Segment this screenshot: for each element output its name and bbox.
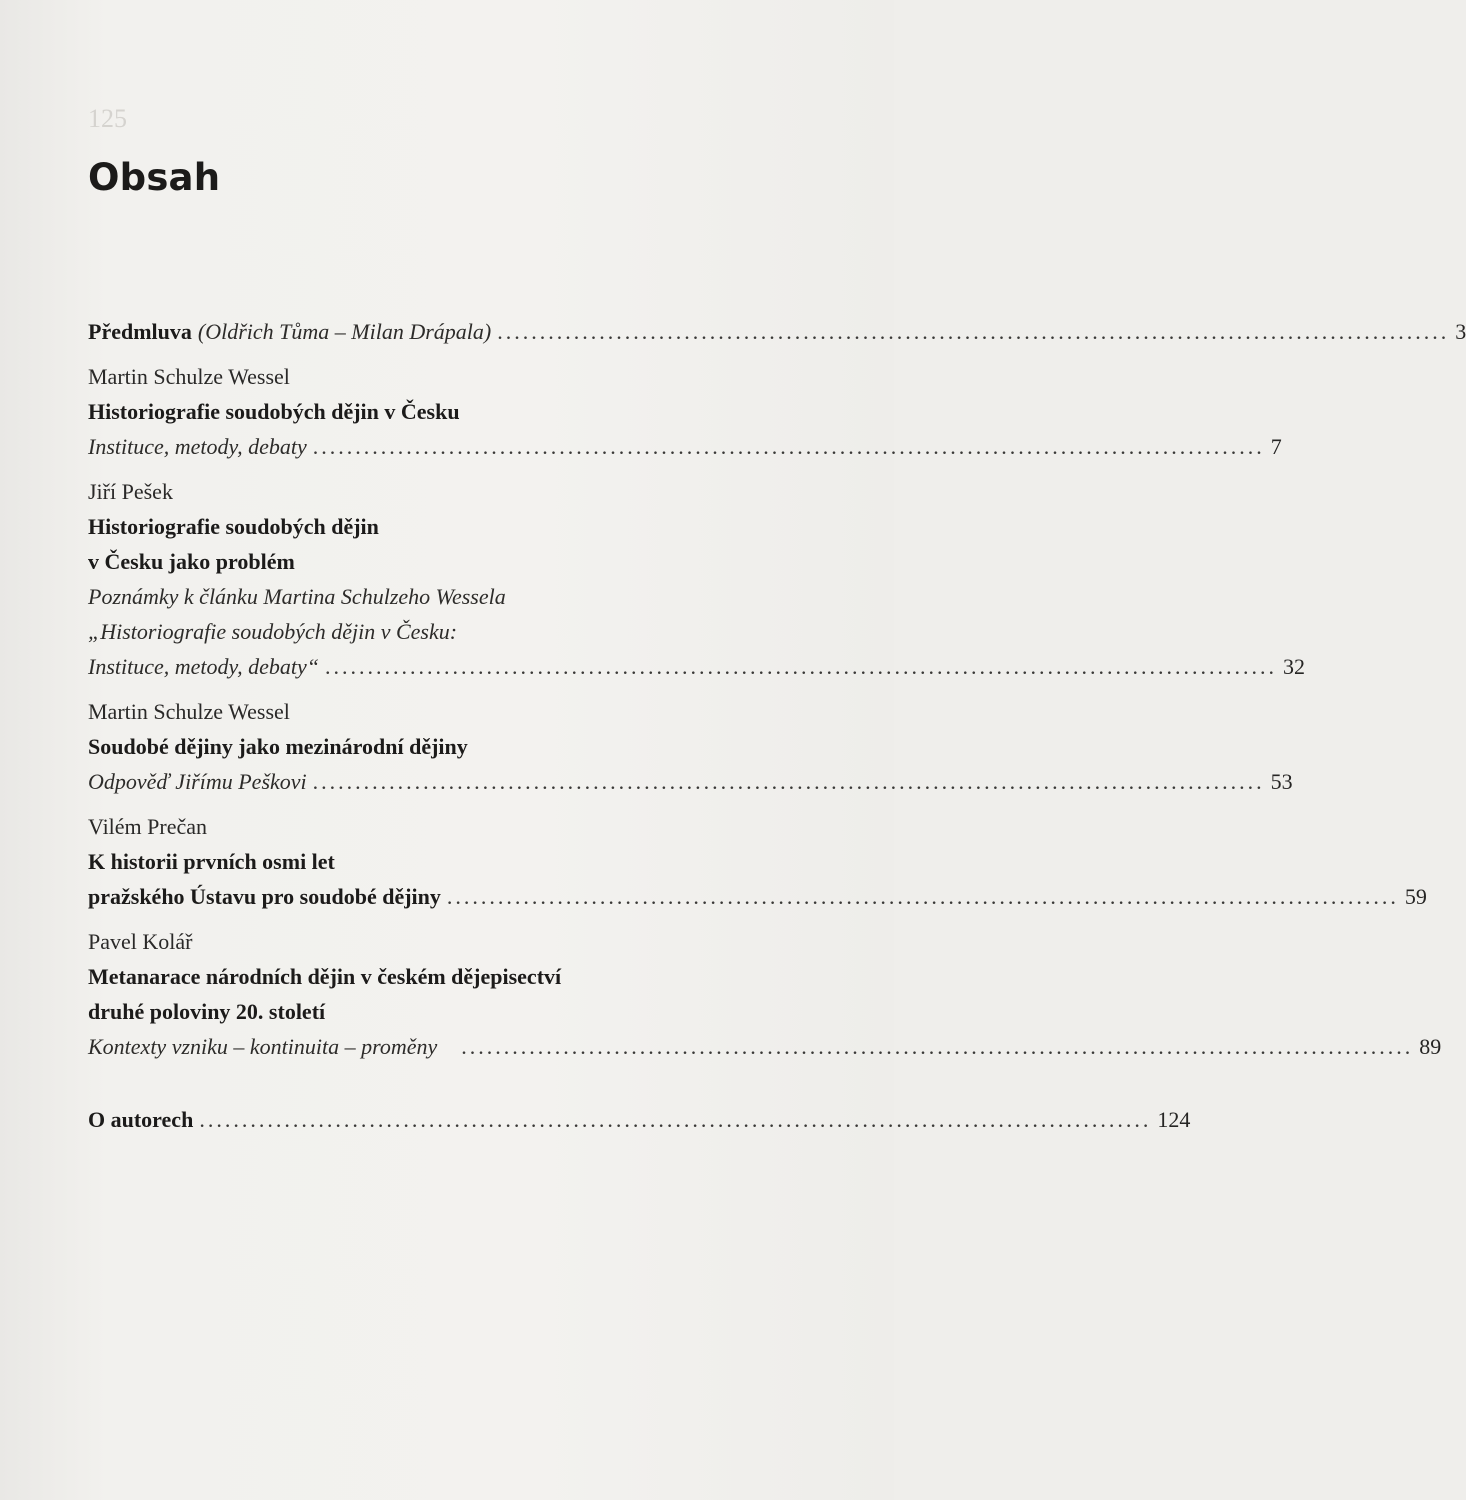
toc-entry-precan[interactable] — [88, 809, 1427, 914]
dot-leader: ................................................................................................................ — [446, 884, 1399, 909]
entry-title-line-2: pražského Ústavu pro soudobé dějiny — [88, 884, 441, 909]
entry-page: 3 — [1455, 319, 1466, 344]
entry-title-line-2: druhé poloviny 20. století — [88, 999, 326, 1024]
toc-entry-schulze-wessel-1[interactable] — [88, 359, 1282, 464]
entry-subtitle-line-2: „Historiografie soudobých dějin v Česku: — [88, 619, 458, 644]
dot-leader: ................................................................................................................ — [312, 434, 1265, 459]
entry-subtitle-line-3: Instituce, metody, debaty“ — [88, 654, 319, 679]
dot-leader: ................................................................................................................ — [312, 769, 1265, 794]
entry-page: 53 — [1270, 769, 1293, 794]
entry-page: 7 — [1270, 434, 1282, 459]
page-number: 125 — [88, 104, 127, 133]
toc-entry-about-authors[interactable] — [88, 1102, 1191, 1137]
entry-title: Historiografie soudobých dějin v Česku — [88, 399, 460, 424]
entry-title-line-1: K historii prvních osmi let — [88, 849, 335, 874]
toc-entry-schulze-wessel-2[interactable] — [88, 694, 1293, 799]
dot-leader: ................................................................................................................ — [497, 319, 1450, 344]
entry-title: Předmluva — [88, 319, 192, 344]
page-title: Obsah — [88, 156, 221, 199]
entry-subtitle: Odpověď Jiřímu Peškovi — [88, 769, 307, 794]
entry-author: Vilém Prečan — [88, 814, 208, 839]
entry-subtitle: Kontexty vzniku – kontinuita – proměny — [88, 1034, 438, 1059]
entry-editors: (Oldřich Tůma – Milan Drápala) — [197, 319, 492, 344]
dot-leader: ................................................................................................................ — [324, 654, 1277, 679]
entry-subtitle-line-1: Poznámky k článku Martina Schulzeho Wessela — [88, 584, 506, 609]
entry-page: 32 — [1282, 654, 1305, 679]
entry-author: Jiří Pešek — [88, 479, 173, 504]
dot-leader: ................................................................................................................ — [461, 1034, 1414, 1059]
toc-entry-preface[interactable] — [88, 314, 1466, 349]
entry-author: Martin Schulze Wessel — [88, 699, 290, 724]
entry-title-line-1: Metanarace národních dějin v českém dějepisectví — [88, 964, 562, 989]
dot-leader: ................................................................................................................ — [199, 1107, 1152, 1132]
toc-entry-pesek[interactable] — [88, 474, 1305, 684]
entry-author: Pavel Kolář — [88, 929, 193, 954]
entry-subtitle: Instituce, metody, debaty — [88, 434, 307, 459]
entry-author: Martin Schulze Wessel — [88, 364, 290, 389]
table-of-contents — [88, 314, 1466, 1147]
entry-title-line-2: v Česku jako problém — [88, 549, 295, 574]
entry-page: 59 — [1404, 884, 1427, 909]
toc-entry-kolar[interactable] — [88, 924, 1442, 1064]
entry-title-line-1: Historiografie soudobých dějin — [88, 514, 379, 539]
entry-page: 89 — [1419, 1034, 1442, 1059]
entry-title: O autorech — [88, 1107, 194, 1132]
entry-page: 124 — [1157, 1107, 1191, 1132]
entry-title: Soudobé dějiny jako mezinárodní dějiny — [88, 734, 468, 759]
